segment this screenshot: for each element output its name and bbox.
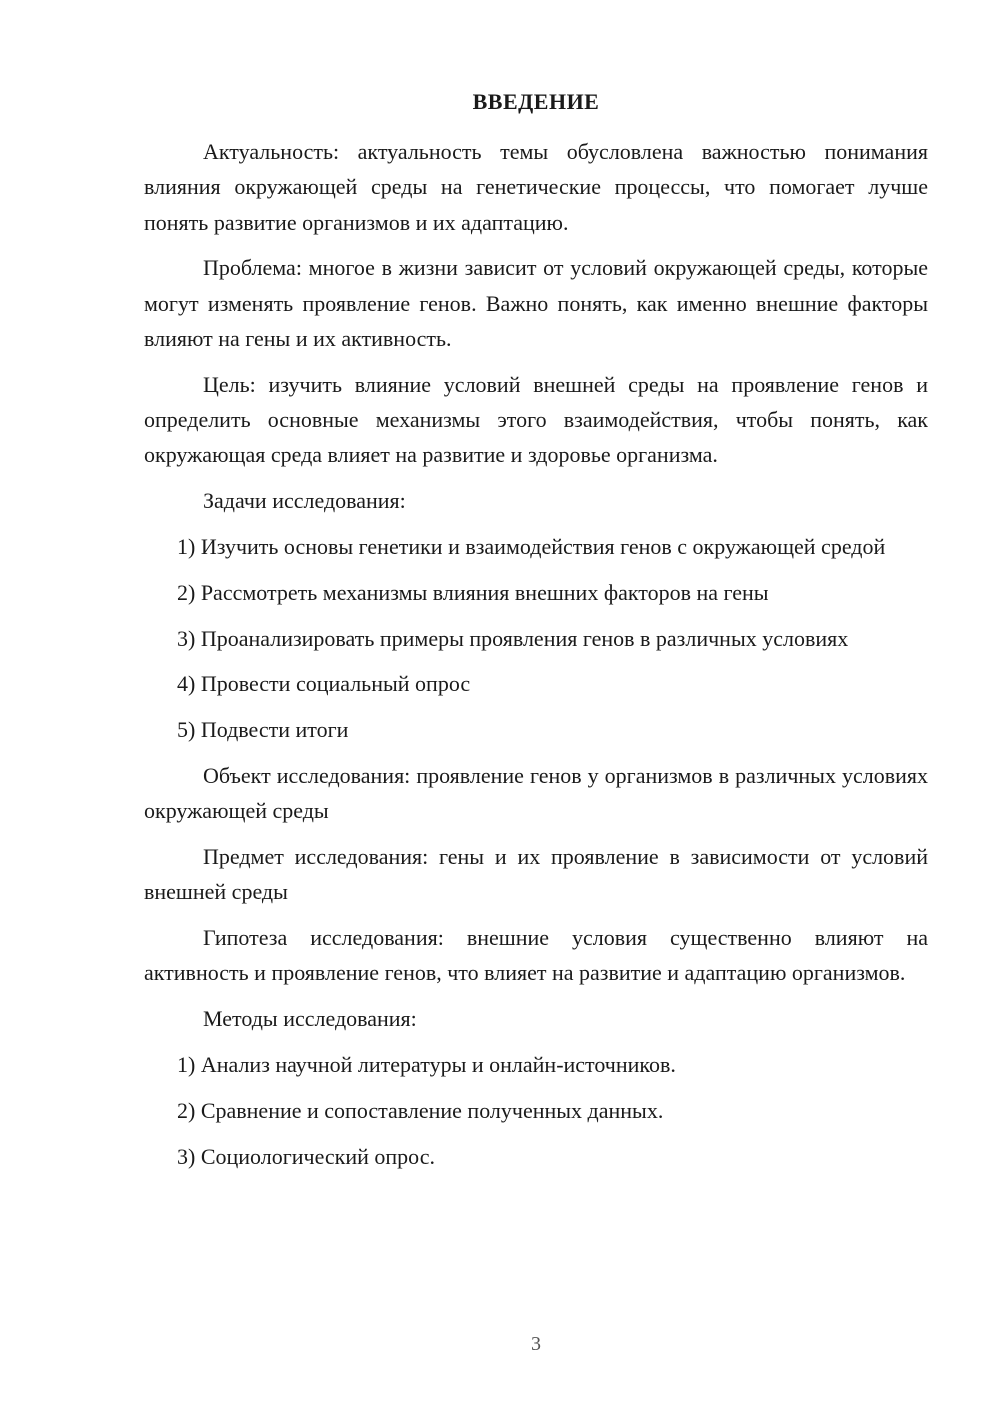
paragraph-problem: Проблема: многое в жизни зависит от условий окружающей среды, которые могут изменять проявление генов. Важно понять, как именно внешние факторы влияют на гены и их активность. [144, 255, 928, 351]
list-item-task-3: 3) Проанализировать примеры проявления генов в различных условиях [177, 625, 849, 651]
page-number: 3 [531, 1333, 541, 1355]
paragraph-subject: Предмет исследования: гены и их проявление в зависимости от условий внешней среды [144, 844, 928, 905]
paragraph-methods-heading: Методы исследования: [203, 1006, 417, 1032]
section-title: ВВЕДЕНИЕ [472, 89, 600, 114]
list-item-task-5: 5) Подвести итоги [177, 717, 349, 743]
paragraph-relevance: Актуальность: актуальность темы обусловлена важностью понимания влияния окружающей среды на генетические процессы, что помогает лучше понять развитие организмов и их адаптацию. [144, 139, 928, 235]
paragraph-tasks-heading: Задачи исследования: [203, 488, 406, 514]
document-body [144, 90, 928, 1184]
list-item-method-1: 1) Анализ научной литературы и онлайн-источников. [177, 1052, 676, 1078]
list-item-method-2: 2) Сравнение и сопоставление полученных данных. [177, 1097, 664, 1123]
paragraph-goal: Цель: изучить влияние условий внешней среды на проявление генов и определить основные механизмы этого взаимодействия, чтобы понять, как окружающая среда влияет на развитие и здоровье организма. [144, 371, 928, 468]
paragraph-hypothesis: Гипотеза исследования: внешние условия существенно влияют на активность и проявление генов, что влияет на развитие и адаптацию организмов. [144, 925, 928, 986]
paragraph-object: Объект исследования: проявление генов у организмов в различных условиях окружающей среды [144, 762, 928, 824]
list-item-task-1: 1) Изучить основы генетики и взаимодействия генов с окружающей средой [177, 533, 886, 559]
list-item-method-3: 3) Социологический опрос. [177, 1143, 435, 1169]
list-item-task-2: 2) Рассмотреть механизмы влияния внешних факторов на гены [177, 579, 769, 605]
list-item-task-4: 4) Провести социальный опрос [177, 671, 471, 697]
